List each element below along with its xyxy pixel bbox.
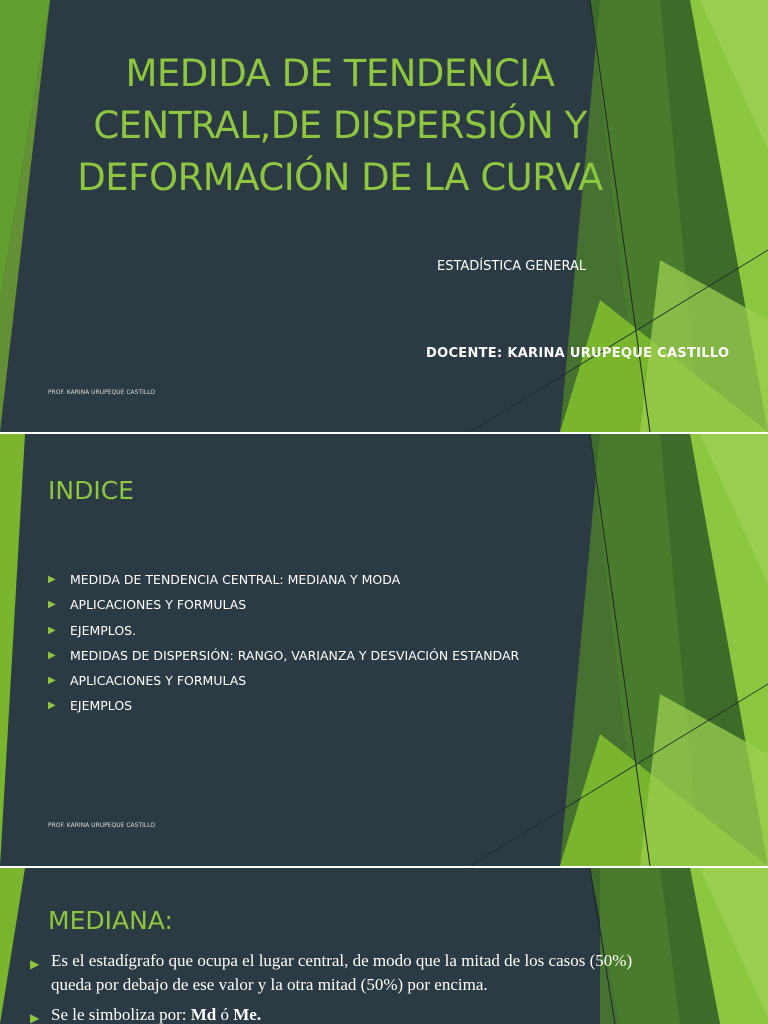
- teacher-name: DOCENTE: KARINA URUPEQUE CASTILLO: [426, 346, 730, 361]
- symbol-text: Se le simboliza por: Md ó Me.: [51, 1005, 262, 1024]
- slide-title: INDICE: [48, 476, 134, 505]
- slide-title: MEDIANA:: [48, 906, 173, 935]
- list-item: ▶ APLICACIONES Y FORMULAS: [48, 673, 247, 689]
- definition-text: Es el estadígrafo que ocupa el lugar central, de modo que la mitad de los casos (50%) queda por debajo de ese valor y la otra mitad (50%) por encima.: [51, 951, 633, 994]
- triangle-right-icon: ▶: [48, 649, 56, 661]
- index-slide: [0, 434, 768, 866]
- triangle-right-icon: ▶: [48, 599, 56, 611]
- triangle-right-icon: ▶: [30, 1011, 40, 1024]
- title-slide: [0, 0, 768, 432]
- definition-list: [30, 949, 670, 1024]
- mediana-slide: [0, 868, 768, 1024]
- list-item: ▶ MEDIDA DE TENDENCIA CENTRAL: MEDIANA Y MODA: [48, 572, 401, 587]
- slide-title: MEDIDA DE TENDENCIA CENTRAL,DE DISPERSIÓN Y DEFORMACIÓN DE LA CURVA: [77, 52, 603, 199]
- triangle-right-icon: ▶: [48, 624, 56, 636]
- list-item: [30, 949, 670, 997]
- triangle-right-icon: ▶: [48, 700, 56, 712]
- triangle-right-icon: ▶: [30, 957, 40, 971]
- slide-footer: PROF. KARINA URUPEQUE CASTILLO: [48, 822, 156, 829]
- list-item: ▶ EJEMPLOS: [48, 698, 133, 714]
- list-item: [30, 1003, 670, 1024]
- list-item: ▶ APLICACIONES Y FORMULAS: [48, 597, 247, 613]
- triangle-right-icon: ▶: [48, 574, 56, 585]
- list-item: ▶ EJEMPLOS.: [48, 622, 137, 638]
- slide-footer: PROF. KARINA URUPEQUE CASTILLO: [48, 389, 156, 396]
- slide-subtitle: ESTADÍSTICA GENERAL: [437, 259, 587, 274]
- index-list: [48, 572, 519, 724]
- triangle-right-icon: ▶: [48, 675, 56, 687]
- list-item: ▶ MEDIDAS DE DISPERSIÓN: RANGO, VARIANZA Y DESVIACIÓN ESTANDAR: [48, 647, 520, 663]
